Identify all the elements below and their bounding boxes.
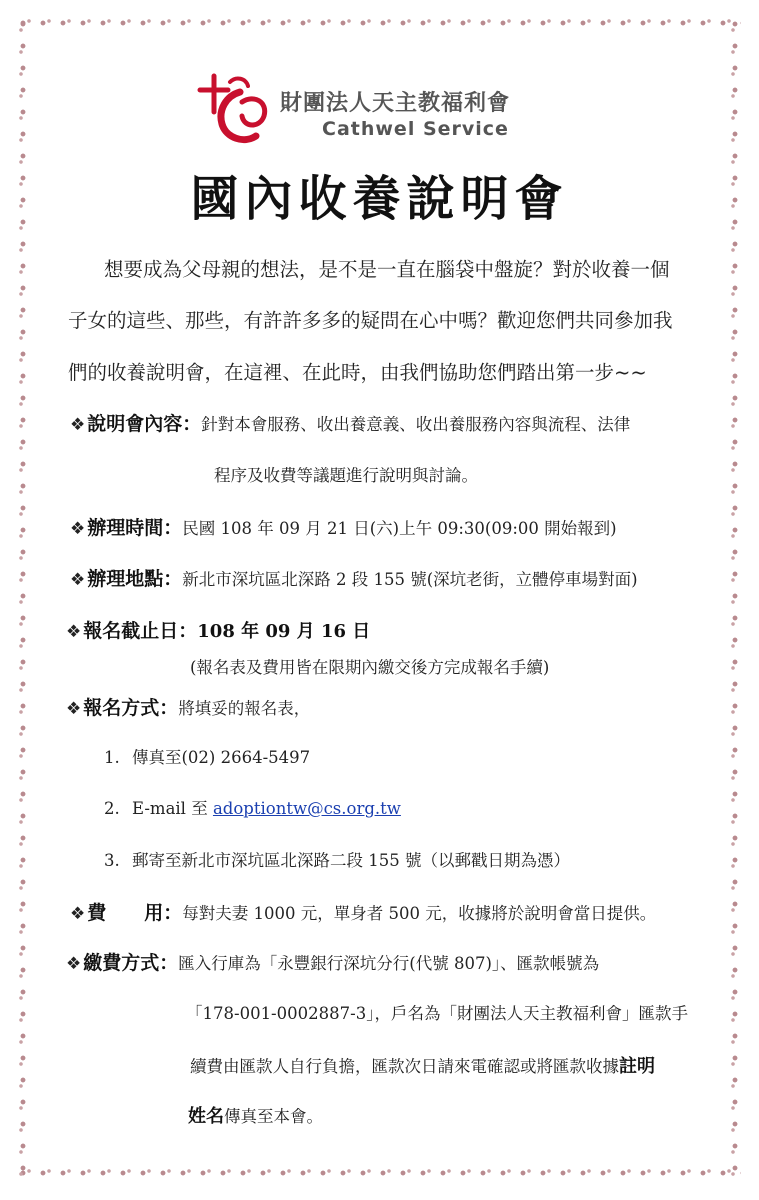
decorative-border-bottom [18,1166,741,1180]
logo-english-name: Cathwel Service [322,118,509,140]
method-item-prefix: E-mail 至 [132,799,213,818]
cathwel-logo [196,72,556,156]
payment-line-3 [190,1052,655,1078]
intro-line-2: 子女的這些、那些，有許許多多的疑問在心中嗎？歡迎您們共同參加我 [68,309,673,332]
method-item-mail [104,847,570,871]
payment-line-1: 匯入行庫為「永豐銀行深坑分行(代號 807)」、匯款帳號為 [178,954,600,973]
section-deadline [66,616,370,643]
intro-line-1: 想要成為父母親的想法，是不是一直在腦袋中盤旋？對於收養一個 [104,258,670,281]
method-item-fax [104,744,310,768]
diamond-bullet-icon: ❖ [70,904,86,924]
section-fee [70,898,656,925]
payment-line-3-bold: 註明 [619,1056,655,1077]
page-title: 國內收養說明會 [190,171,569,227]
logo-chinese-name: 財團法人天主教福利會 [280,91,511,116]
diamond-bullet-icon: ❖ [70,519,86,539]
section-payment [66,948,599,975]
deadline-label: 報名截止日： [83,620,198,642]
place-value: 新北市深坑區北深路 2 段 155 號(深坑老街，立體停車場對面) [182,570,638,589]
method-item-email [104,795,401,819]
email-link[interactable]: adoptiontw@cs.org.tw [212,799,401,818]
payment-label: 繳費方式： [83,952,179,974]
time-label: 辦理時間： [87,517,183,539]
payment-line-4-text: 傳真至本會。 [224,1107,323,1126]
payment-line-2: 「178-001-0002887-3」，戶名為「財團法人天主教福利會」匯款手 [186,1004,688,1023]
place-label: 辦理地點： [87,568,183,590]
diamond-bullet-icon: ❖ [66,622,82,642]
deadline-note: (報名表及費用皆在限期內繳交後方完成報名手續) [190,658,550,677]
fee-value: 每對夫妻 1000 元，單身者 500 元，收據將於說明會當日提供。 [182,904,657,923]
payment-line-4-bold: 姓名 [188,1106,224,1127]
diamond-bullet-icon: ❖ [66,954,82,974]
method-item-number: 3. [104,851,120,870]
cathwel-emblem-icon [196,72,276,156]
fee-label: 費 用： [87,902,183,924]
time-value: 民國 108 年 09 月 21 日(六)上午 09:30(09:00 開始報到) [182,519,617,538]
payment-line-3-text: 續費由匯款人自行負擔，匯款次日請來電確認或將匯款收據 [190,1057,619,1076]
content-line-1: 針對本會服務、收出養意義、收出養服務內容與流程、法律 [201,415,631,434]
intro-line-3: 們的收養說明會，在這裡、在此時，由我們協助您們踏出第一步~~ [68,361,647,384]
diamond-bullet-icon: ❖ [66,699,82,719]
diamond-bullet-icon: ❖ [70,415,86,435]
deadline-value: 108 年 09 月 16 日 [197,621,371,642]
method-item-text: 傳真至(02) 2664-5497 [132,748,311,767]
method-item-number: 1. [104,748,120,767]
method-item-number: 2. [104,799,120,818]
payment-line-4 [188,1102,323,1128]
content-label: 說明會內容： [87,413,202,435]
section-content [70,409,630,436]
method-label: 報名方式： [83,697,179,719]
section-place [70,564,638,591]
section-time [70,513,617,540]
diamond-bullet-icon: ❖ [70,570,86,590]
content-line-2: 程序及收費等議題進行說明與討論。 [214,466,478,485]
method-item-text: 郵寄至新北市深坑區北深路二段 155 號（以郵戳日期為憑） [132,851,570,870]
section-method [66,693,310,720]
method-value: 將填妥的報名表， [178,699,311,718]
decorative-border-top [18,16,741,30]
